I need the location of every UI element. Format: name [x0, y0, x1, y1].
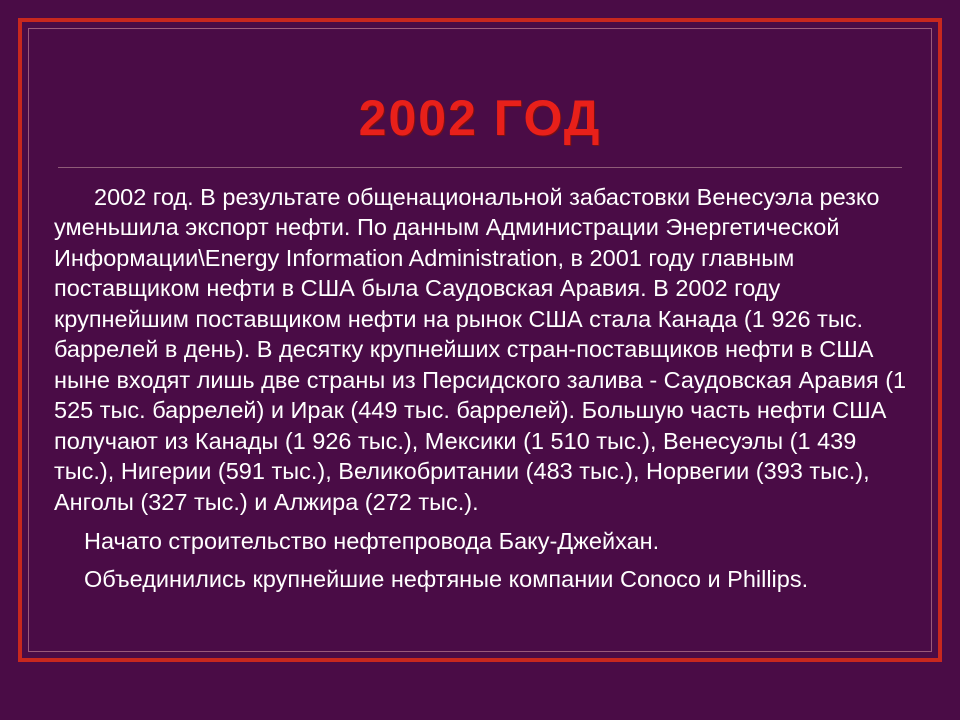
paragraph-1: 2002 год. В результате общенациональной забастовки Венесуэла резко уменьшила экспорт нефти. По данным Администрации Энергетической Информации\Energy Information Administration, в 2001 году главным поставщиком нефти в США была Саудовская Аравия. В 2002 году крупнейшим поставщиком нефти на рынок США стала Канада (1 926 тыс. баррелей в день). В десятку крупнейших стран-поставщиков нефти в США ныне входят лишь две страны из Персидского залива - Саудовская Аравия (1 525 тыс. баррелей) и Ирак (449 тыс. баррелей). Большую часть нефти США получают из Канады (1 926 тыс.), Мексики (1 510 тыс.), Венесуэлы (1 439 тыс.), Нигерии (591 тыс.), Великобритании (483 тыс.), Норвегии (393 тыс.), Анголы (327 тыс.) и Алжира (272 тыс.).: [54, 183, 907, 515]
title-divider: [58, 167, 902, 168]
paragraph-2: Начато строительство нефтепровода Баку-Джейхан.: [84, 527, 660, 554]
slide-content: [40, 40, 920, 640]
slide-title: 2002 ГОД: [358, 90, 602, 146]
slide-body: [54, 182, 908, 595]
paragraph-3: Объединились крупнейшие нефтяные компании Conoco и Phillips.: [84, 566, 809, 593]
